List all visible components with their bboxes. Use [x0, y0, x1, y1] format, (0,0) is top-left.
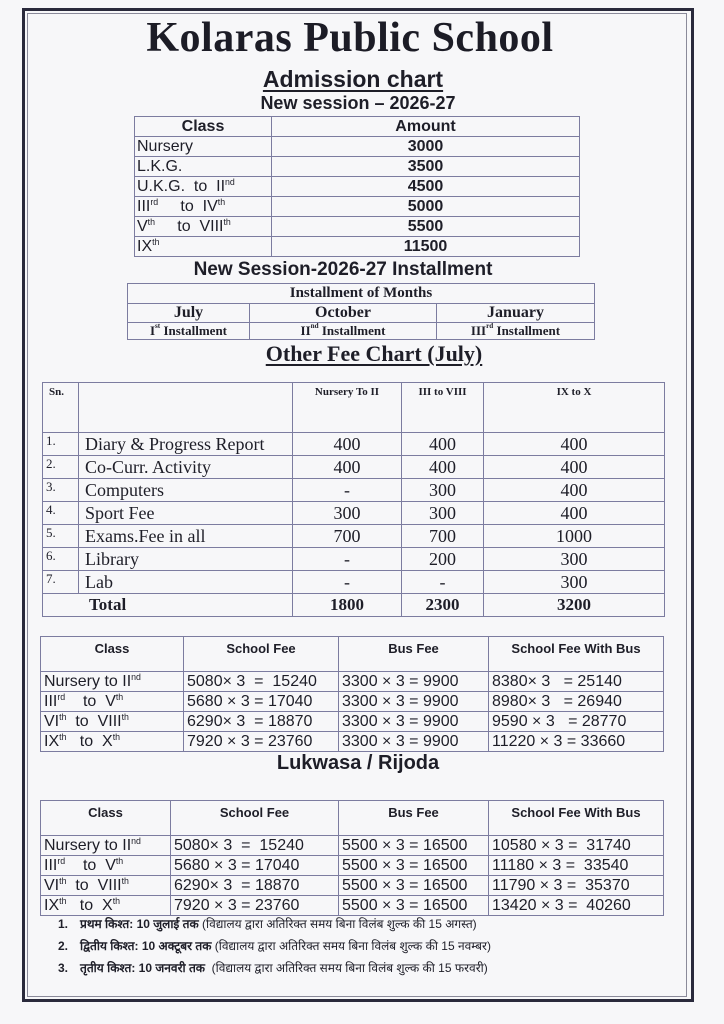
fee-iii-to-viii: 200 [402, 548, 484, 571]
class-text: to V [65, 856, 116, 874]
admission-row [135, 217, 580, 237]
month-july: July [128, 304, 250, 323]
amount-cell: 3500 [272, 157, 580, 177]
ordinal-suffix: nd [225, 176, 235, 187]
fee-nursery-to-ii: 400 [293, 433, 402, 456]
column-header-school-fee: School Fee [171, 801, 339, 836]
note-detail: (विद्यालय द्वारा अतिरिक्त समय बिना विलंब शुल्क की 15 फरवरी) [205, 961, 488, 975]
class-text: III [137, 197, 151, 215]
admission-row [135, 237, 580, 257]
bus-fee-row [41, 876, 664, 896]
ordinal-suffix: th [121, 875, 129, 886]
serial-number: 3. [43, 479, 79, 502]
serial-number: 2. [43, 456, 79, 479]
bus-fee-cell: 3300 × 3 = 9900 [339, 672, 489, 692]
class-cell: Nursery [135, 137, 272, 157]
school-name: Kolaras Public School [146, 15, 554, 61]
serial-number: 4. [43, 502, 79, 525]
class-cell [41, 712, 184, 732]
total-fee-cell: 8380× 3 = 25140 [489, 672, 664, 692]
class-cell [41, 836, 171, 856]
ordinal-suffix: th [147, 216, 156, 227]
school-fee-cell: 5680 × 3 = 17040 [184, 692, 339, 712]
bus-fee-cell: 5500 × 3 = 16500 [339, 896, 489, 916]
column-header-ix-to-x: IX to X [484, 383, 665, 433]
fee-nursery-to-ii: 700 [293, 525, 402, 548]
bus-fee-cell: 3300 × 3 = 9900 [339, 732, 489, 752]
bus-fee-header-row [41, 637, 664, 672]
class-text: to V [65, 692, 116, 710]
ordinal-suffix: rd [150, 196, 159, 207]
column-header-bus-fee: Bus Fee [339, 637, 489, 672]
session-label: New session – 2026-27 [260, 93, 456, 113]
amount-cell: 4500 [272, 177, 580, 197]
bus-fee-row [41, 692, 664, 712]
class-cell [41, 856, 171, 876]
other-fee-table [42, 382, 665, 617]
installment-text: Installment [493, 323, 561, 338]
fee-item: Exams.Fee in all [79, 525, 293, 548]
serial-number: 5. [43, 525, 79, 548]
class-text: Nursery to II [44, 836, 132, 854]
note-detail: (विद्यालय द्वारा अतिरिक्त समय बिना विलंब शुल्क की 15 अगस्त) [198, 917, 477, 931]
note-number: 3. [58, 961, 69, 975]
class-text: to X [66, 732, 113, 750]
class-text: to IV [158, 197, 218, 215]
admission-chart-title: Admission chart [262, 66, 444, 92]
bus-fee-table-lukwasa [40, 800, 664, 916]
column-header-school-fee-with-bus: School Fee With Bus [489, 637, 664, 672]
installment-number: I [149, 323, 156, 338]
class-text: to X [66, 896, 113, 914]
ordinal-suffix: th [115, 691, 124, 702]
fee-item: Library [79, 548, 293, 571]
column-header-nursery-to-ii: Nursery To II [293, 383, 402, 433]
lukwasa-rijoda-title: Lukwasa / Rijoda [276, 752, 440, 774]
fee-iii-to-viii: 400 [402, 456, 484, 479]
bus-fee-cell: 5500 × 3 = 16500 [339, 836, 489, 856]
fee-total-row [43, 594, 665, 617]
installment-title: New Session-2026-27 Installment [193, 259, 493, 280]
fee-ix-to-x: 1000 [484, 525, 665, 548]
ordinal-suffix: th [217, 196, 226, 207]
school-fee-cell: 5080× 3 = 15240 [171, 836, 339, 856]
column-header-class: Class [41, 801, 171, 836]
fee-nursery-to-ii: - [293, 548, 402, 571]
fee-row [43, 548, 665, 571]
column-header-bus-fee: Bus Fee [339, 801, 489, 836]
other-fee-header-row [43, 383, 665, 433]
other-fee-title: Other Fee Chart (July) [265, 341, 483, 366]
class-text: IX [44, 896, 60, 914]
total-label: Total [43, 594, 293, 617]
total-fee-cell: 11790 × 3 = 35370 [489, 876, 664, 896]
bus-fee-row [41, 856, 664, 876]
column-header-class: Class [41, 637, 184, 672]
fee-ix-to-x: 400 [484, 502, 665, 525]
ordinal-suffix: st [155, 322, 161, 330]
installment-text: Installment [160, 323, 228, 338]
amount-cell: 5500 [272, 217, 580, 237]
class-cell: L.K.G. [135, 157, 272, 177]
admission-table [134, 116, 580, 257]
class-cell [41, 672, 184, 692]
installment-label [128, 323, 250, 340]
installment-labels-row [128, 323, 595, 340]
class-text: Nursery to II [44, 672, 132, 690]
fee-iii-to-viii: 400 [402, 433, 484, 456]
admission-row [135, 157, 580, 177]
ordinal-suffix: nd [310, 322, 319, 330]
note-deadline: द्वितीय किश्त: 10 अक्टूबर तक [80, 939, 212, 953]
fee-row [43, 525, 665, 548]
ordinal-suffix: nd [131, 835, 141, 846]
ordinal-suffix: th [112, 731, 121, 742]
class-text: III [44, 692, 58, 710]
total-fee-cell: 11220 × 3 = 33660 [489, 732, 664, 752]
class-cell [135, 237, 272, 257]
column-header-school-fee: School Fee [184, 637, 339, 672]
serial-number: 1. [43, 433, 79, 456]
fee-row [43, 456, 665, 479]
class-cell [135, 197, 272, 217]
ordinal-suffix: th [112, 895, 121, 906]
serial-number: 6. [43, 548, 79, 571]
ordinal-suffix: nd [131, 671, 141, 682]
class-cell [41, 876, 171, 896]
bus-fee-row [41, 672, 664, 692]
ordinal-suffix: th [59, 711, 67, 722]
fee-row [43, 571, 665, 594]
installment-table [127, 283, 595, 340]
bus-fee-cell: 5500 × 3 = 16500 [339, 876, 489, 896]
class-cell [41, 692, 184, 712]
school-fee-cell: 7920 × 3 = 23760 [171, 896, 339, 916]
month-october: October [250, 304, 437, 323]
column-header-item [79, 383, 293, 433]
ordinal-suffix: rd [486, 322, 494, 330]
amount-cell: 3000 [272, 137, 580, 157]
class-text: IX [44, 732, 60, 750]
bus-fee-header-row [41, 801, 664, 836]
total-iii-to-viii: 2300 [402, 594, 484, 617]
column-header-iii-to-viii: III to VIII [402, 383, 484, 433]
column-header-sn: Sn. [43, 383, 79, 433]
installment-label [437, 323, 595, 340]
fee-nursery-to-ii: 300 [293, 502, 402, 525]
installment-number: II [300, 323, 311, 338]
ordinal-suffix: rd [57, 691, 66, 702]
total-nursery-to-ii: 1800 [293, 594, 402, 617]
fee-item: Diary & Progress Report [79, 433, 293, 456]
class-text: IX [137, 237, 153, 255]
note-number: 2. [58, 939, 69, 953]
ordinal-suffix: th [59, 895, 67, 906]
class-cell [135, 217, 272, 237]
class-text: to VIII [155, 217, 224, 235]
ordinal-suffix: th [223, 216, 231, 227]
total-fee-cell: 9590 × 3 = 28770 [489, 712, 664, 732]
fee-iii-to-viii: - [402, 571, 484, 594]
amount-cell: 5000 [272, 197, 580, 217]
installment-text: Installment [318, 323, 386, 338]
class-text: U.K.G. to II [137, 177, 226, 195]
installment-header-row [128, 284, 595, 304]
bus-fee-table-kolaras [40, 636, 664, 752]
bus-fee-row [41, 836, 664, 856]
fee-row [43, 502, 665, 525]
total-fee-cell: 11180 × 3 = 33540 [489, 856, 664, 876]
installment-label [250, 323, 437, 340]
column-header-class: Class [135, 117, 272, 137]
ordinal-suffix: rd [57, 855, 66, 866]
school-fee-cell: 5680 × 3 = 17040 [171, 856, 339, 876]
class-text: to VIII [66, 876, 122, 894]
fee-ix-to-x: 400 [484, 433, 665, 456]
school-fee-cell: 6290× 3 = 18870 [184, 712, 339, 732]
month-january: January [437, 304, 595, 323]
fee-item: Co-Curr. Activity [79, 456, 293, 479]
class-text: to VIII [66, 712, 122, 730]
bus-fee-row [41, 732, 664, 752]
column-header-amount: Amount [272, 117, 580, 137]
admission-row [135, 177, 580, 197]
class-text: VI [44, 712, 60, 730]
ordinal-suffix: th [59, 731, 67, 742]
fee-item: Sport Fee [79, 502, 293, 525]
installment-note [58, 935, 491, 957]
ordinal-suffix: th [121, 711, 129, 722]
total-ix-to-x: 3200 [484, 594, 665, 617]
fee-row [43, 479, 665, 502]
class-cell [135, 177, 272, 197]
admission-row [135, 137, 580, 157]
column-header-school-fee-with-bus: School Fee With Bus [489, 801, 664, 836]
bus-fee-cell: 5500 × 3 = 16500 [339, 856, 489, 876]
note-detail: (विद्यालय द्वारा अतिरिक्त समय बिना विलंब शुल्क की 15 नवम्बर) [211, 939, 491, 953]
ordinal-suffix: th [152, 236, 160, 247]
installment-header: Installment of Months [128, 284, 595, 304]
note-number: 1. [58, 917, 69, 931]
fee-iii-to-viii: 300 [402, 479, 484, 502]
school-fee-cell: 7920 × 3 = 23760 [184, 732, 339, 752]
school-fee-cell: 5080× 3 = 15240 [184, 672, 339, 692]
total-fee-cell: 13420 × 3 = 40260 [489, 896, 664, 916]
fee-ix-to-x: 300 [484, 571, 665, 594]
amount-cell: 11500 [272, 237, 580, 257]
total-fee-cell: 10580 × 3 = 31740 [489, 836, 664, 856]
ordinal-suffix: th [59, 875, 67, 886]
fee-ix-to-x: 300 [484, 548, 665, 571]
class-text: III [44, 856, 58, 874]
bus-fee-cell: 3300 × 3 = 9900 [339, 692, 489, 712]
fee-item: Lab [79, 571, 293, 594]
fee-nursery-to-ii: 400 [293, 456, 402, 479]
fee-nursery-to-ii: - [293, 571, 402, 594]
fee-row [43, 433, 665, 456]
fee-iii-to-viii: 700 [402, 525, 484, 548]
note-deadline: तृतीय किश्त: 10 जनवरी तक [80, 961, 206, 975]
installment-months-row [128, 304, 595, 323]
installment-note [58, 913, 491, 935]
fee-ix-to-x: 400 [484, 479, 665, 502]
bus-fee-cell: 3300 × 3 = 9900 [339, 712, 489, 732]
total-fee-cell: 8980× 3 = 26940 [489, 692, 664, 712]
class-cell [41, 732, 184, 752]
note-deadline: प्रथम किश्त: 10 जुलाई तक [80, 917, 199, 931]
bus-fee-row [41, 712, 664, 732]
fee-ix-to-x: 400 [484, 456, 665, 479]
ordinal-suffix: th [115, 855, 124, 866]
fee-item: Computers [79, 479, 293, 502]
serial-number: 7. [43, 571, 79, 594]
class-text: V [137, 217, 148, 235]
admission-header-row [135, 117, 580, 137]
installment-number: III [470, 323, 487, 338]
fee-nursery-to-ii: - [293, 479, 402, 502]
installment-notes [58, 913, 491, 979]
admission-row [135, 197, 580, 217]
installment-note [58, 957, 491, 979]
school-fee-cell: 6290× 3 = 18870 [171, 876, 339, 896]
fee-iii-to-viii: 300 [402, 502, 484, 525]
class-text: VI [44, 876, 60, 894]
